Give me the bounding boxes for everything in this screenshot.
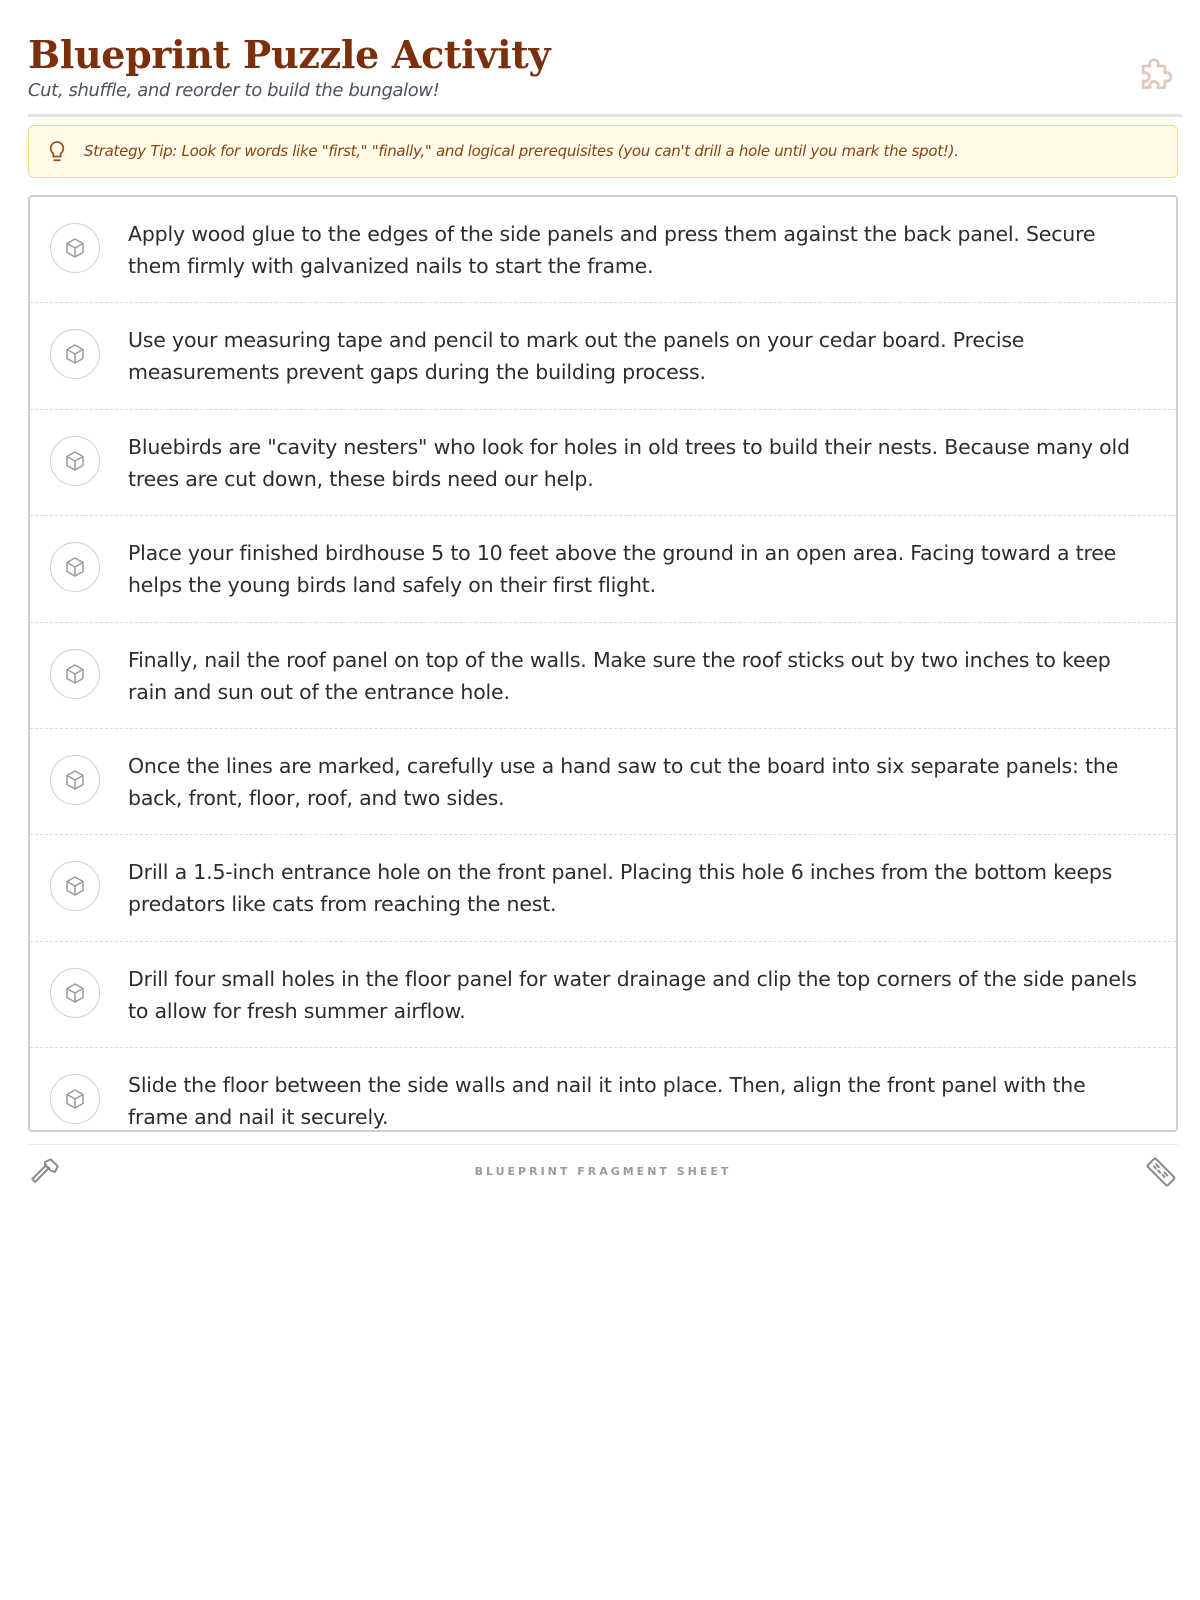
footer-label: BLUEPRINT FRAGMENT SHEET [474,1165,732,1178]
step-item[interactable] [30,410,1176,516]
step-text: Slide the floor between the side walls and nail it into place. Then, align the front panel with the frame and nail it securely. [128,1073,1086,1130]
cube-icon [50,542,100,592]
cube-icon [50,968,100,1018]
page-title: Blueprint Puzzle Activity [28,32,551,77]
step-item[interactable] [30,942,1176,1048]
cube-icon [50,649,100,699]
puzzle-piece-icon [1128,53,1180,105]
header [28,28,1182,117]
step-text: Bluebirds are "cavity nesters" who look for holes in old trees to build their nests. Because many old trees are cut down, these birds need our help. [128,434,1130,491]
step-item[interactable] [30,303,1176,409]
step-text: Finally, nail the roof panel on top of the walls. Make sure the roof sticks out by two inches to keep rain and sun out of the entrance hole. [128,647,1111,704]
cube-icon [50,1074,100,1124]
step-text: Use your measuring tape and pencil to mark out the panels on your cedar board. Precise measurements prevent gaps during the building process. [128,328,1025,385]
cube-icon [50,861,100,911]
step-item[interactable] [30,623,1176,729]
cube-icon [50,329,100,379]
lightbulb-icon [46,139,68,165]
cube-icon [50,223,100,273]
step-item[interactable] [30,516,1176,622]
strategy-tip [28,125,1178,178]
tip-text: Strategy Tip: Look for words like "first," "finally," and logical prerequisites (you can't drill a hole until you mark the spot!). [84,142,959,160]
step-item[interactable] [30,835,1176,941]
step-item[interactable] [30,197,1176,303]
step-item[interactable] [30,729,1176,835]
worksheet [28,28,1182,1178]
step-list [28,195,1178,1132]
step-text: Apply wood glue to the edges of the side panels and press them against the back panel. Secure them firmly with galvanized nails to start the frame. [128,222,1096,278]
cube-icon [50,755,100,805]
ruler-icon [1144,1155,1178,1189]
footer [28,1144,1178,1195]
page-subtitle: Cut, shuffle, and reorder to build the bungalow! [28,80,440,101]
step-text: Once the lines are marked, carefully use a hand saw to cut the board into six separate panels: the back, front, floor, roof, and two sides. [128,753,1119,810]
step-text: Place your finished birdhouse 5 to 10 feet above the ground in an open area. Facing toward a tree helps the young birds land safely on their first flight. [128,541,1117,598]
cube-icon [50,436,100,486]
step-text: Drill a 1.5-inch entrance hole on the front panel. Placing this hole 6 inches from the bottom keeps predators like cats from reaching the nest. [128,860,1113,917]
step-text: Drill four small holes in the floor panel for water drainage and clip the top corners of the side panels to allow for fresh summer airflow. [128,966,1137,1023]
step-item[interactable] [30,1048,1176,1154]
